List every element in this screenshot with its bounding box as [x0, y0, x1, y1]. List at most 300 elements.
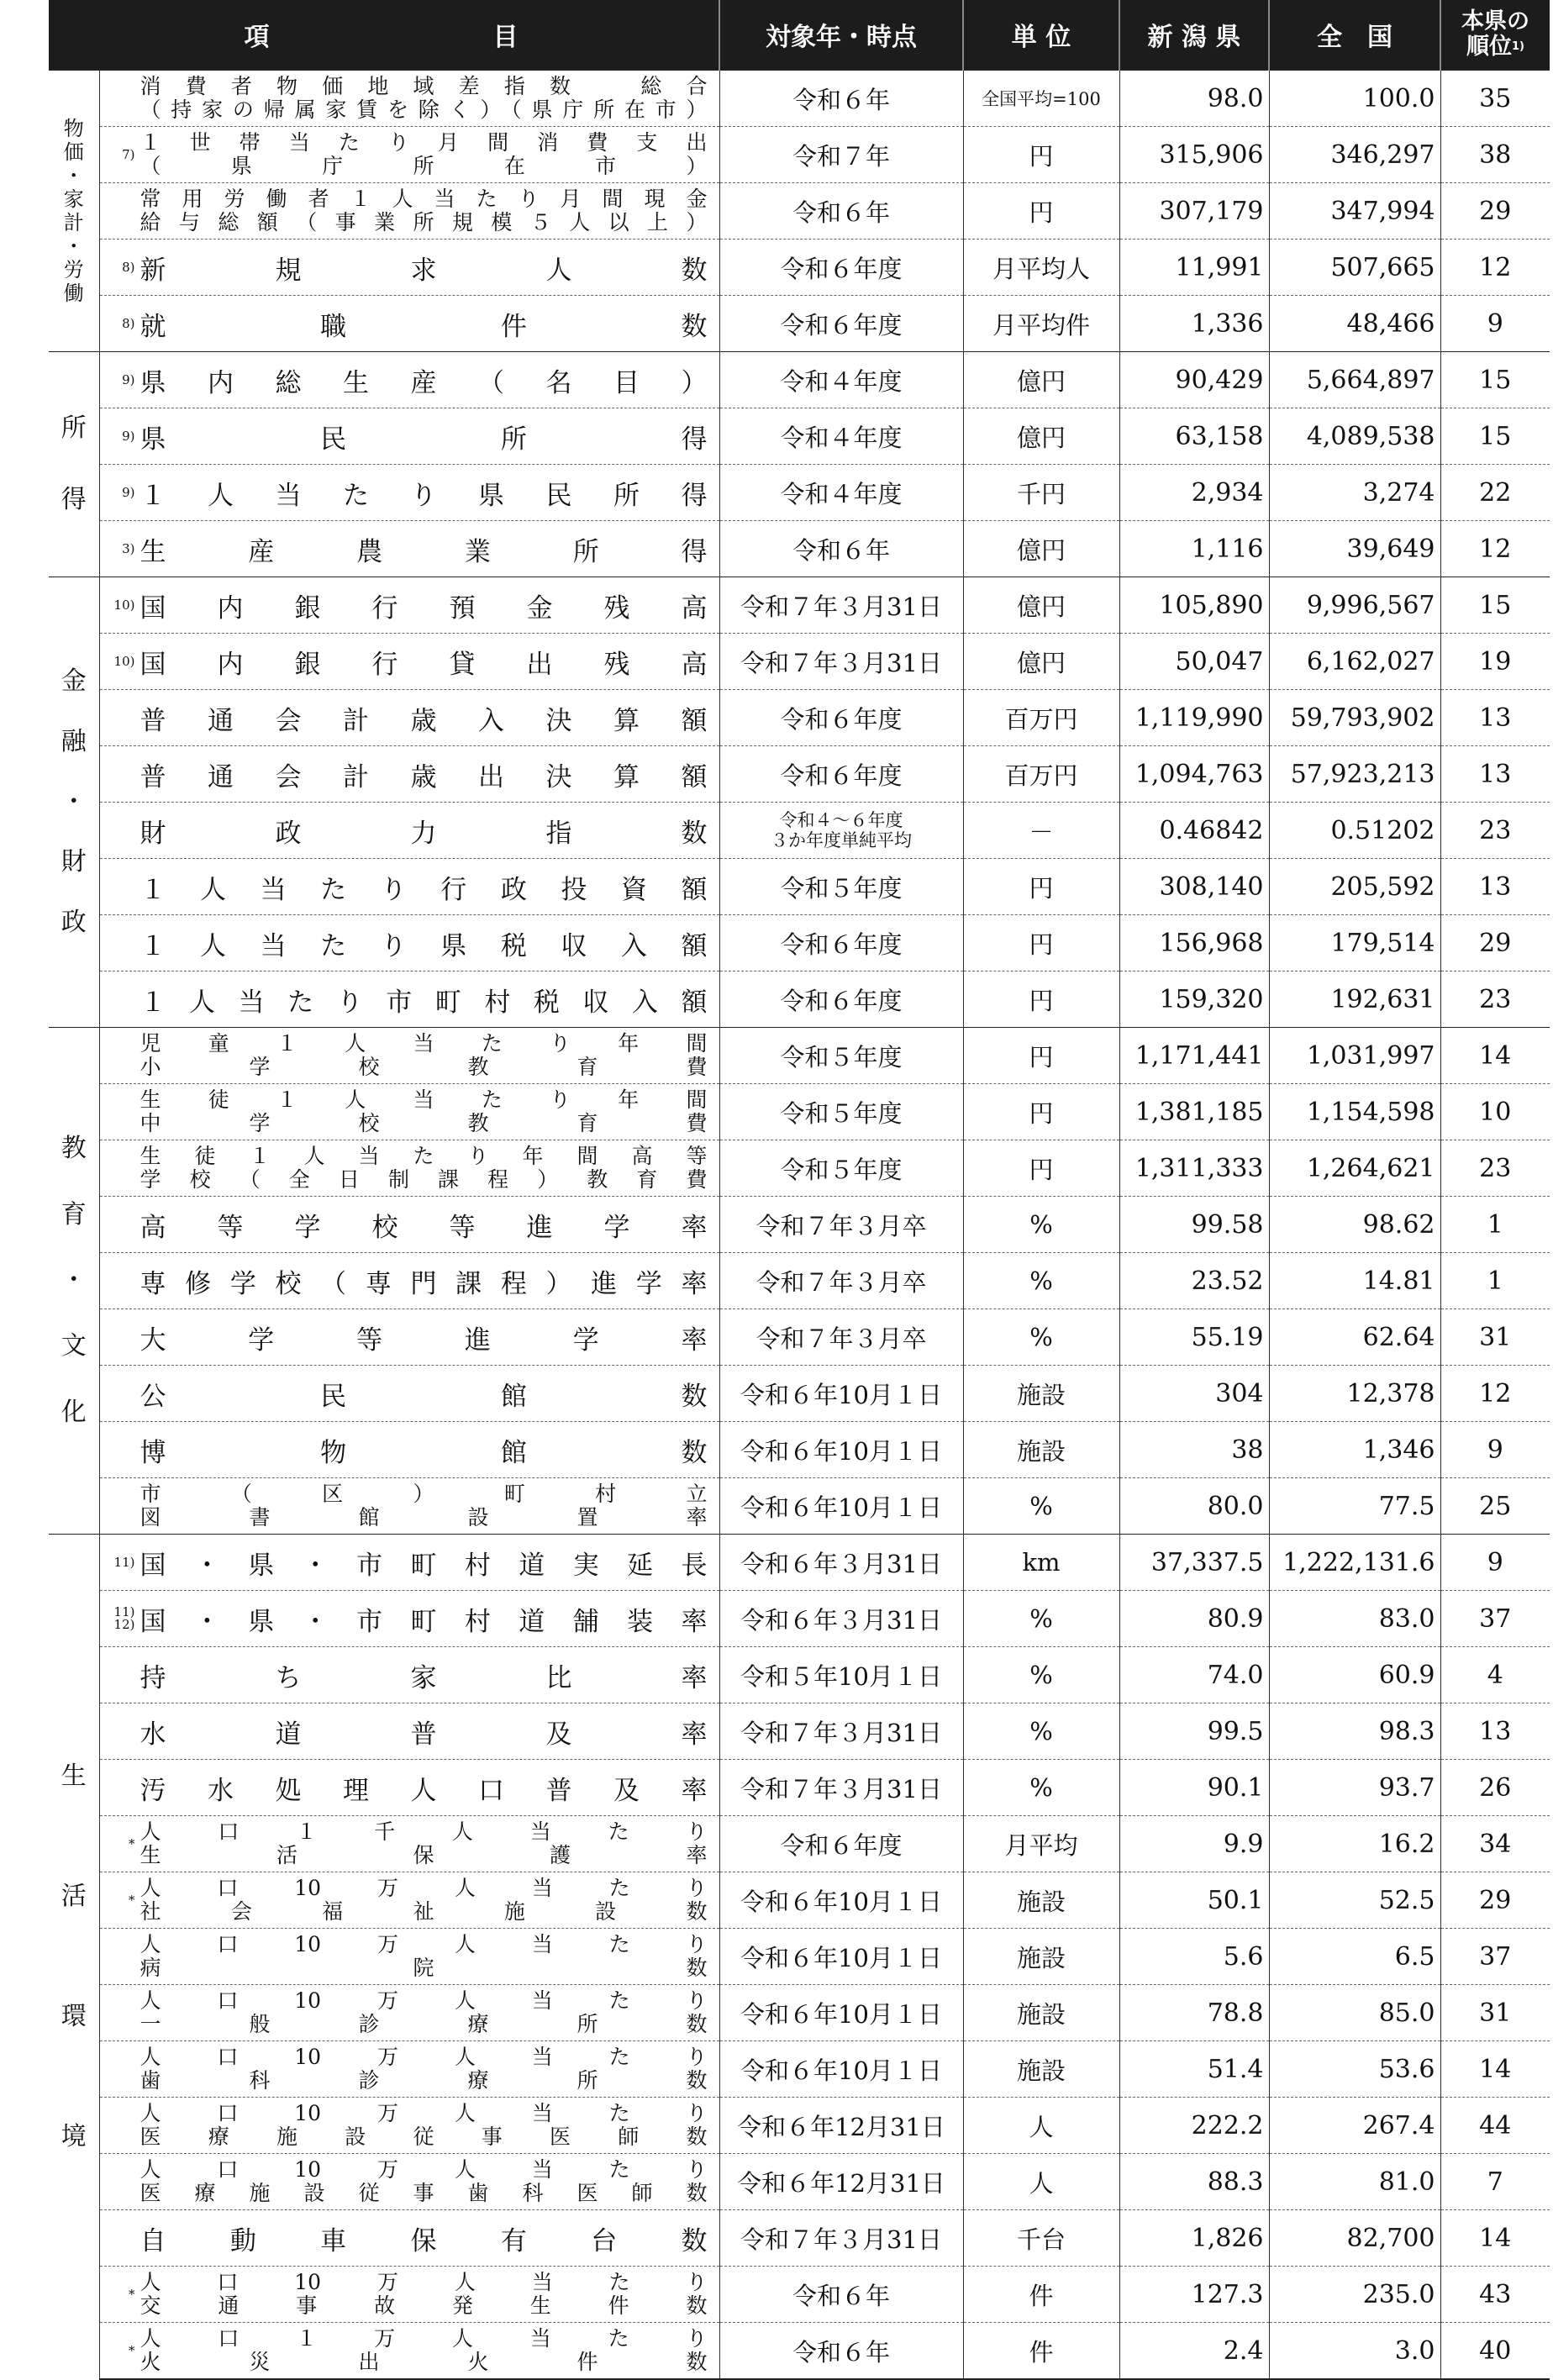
- rank-cell: 35: [1440, 70, 1550, 127]
- item-label: １人当たり県民所得: [140, 480, 708, 511]
- rank-cell: 13: [1440, 690, 1550, 746]
- item-cell: [99, 1872, 719, 1929]
- header-item: 項 目: [49, 0, 719, 70]
- rank-cell: 38: [1440, 127, 1550, 183]
- table-row: [49, 746, 1550, 803]
- niigata-value-cell: 80.9: [1119, 1591, 1269, 1647]
- period-cell: 令和６年度: [719, 690, 963, 746]
- table-row: [49, 2267, 1550, 2323]
- period-line: 令和４～６年度: [779, 810, 903, 830]
- niigata-value-cell: 1,311,333: [1119, 1140, 1269, 1197]
- national-value-cell: 1,031,997: [1269, 1028, 1440, 1084]
- item-label-line: 給与総額（事業所規模５人以上）: [140, 211, 708, 234]
- table-row: [49, 1872, 1550, 1929]
- unit-cell: %: [963, 1703, 1119, 1760]
- item-cell: [99, 127, 719, 183]
- period-cell: 令和５年10月１日: [719, 1647, 963, 1703]
- unit-cell: 施設: [963, 1422, 1119, 1478]
- item-cell: [99, 690, 719, 746]
- item-label: 国・県・市町村道実延長: [140, 1550, 708, 1581]
- rank-cell: 12: [1440, 240, 1550, 296]
- item-label-line: 人口10万人当たり: [140, 1877, 708, 1900]
- unit-cell: 施設: [963, 1366, 1119, 1422]
- period-cell: 令和６年: [719, 70, 963, 127]
- item-cell: [99, 1309, 719, 1366]
- item-label-line: （持家の帰属家賃を除く）（県庁所在市）: [140, 98, 708, 122]
- unit-cell: 円: [963, 1084, 1119, 1140]
- period-cell: 令和７年３月卒: [719, 1253, 963, 1309]
- table-row: [49, 1760, 1550, 1816]
- national-value-cell: 57,923,213: [1269, 746, 1440, 803]
- item-note: *: [129, 2286, 135, 2302]
- item-label: 生産農業所得: [140, 536, 708, 567]
- table-row: [49, 127, 1550, 183]
- item-cell: [99, 240, 719, 296]
- item-cell: [99, 1816, 719, 1872]
- category-char: 所: [61, 413, 87, 443]
- item-cell: [99, 2154, 719, 2210]
- period-cell: 令和６年10月１日: [719, 1985, 963, 2041]
- niigata-value-cell: 1,381,185: [1119, 1084, 1269, 1140]
- category-char: 文: [61, 1331, 87, 1361]
- item-cell: [99, 183, 719, 240]
- period-cell: 令和６年３月31日: [719, 1535, 963, 1591]
- niigata-value-cell: 1,171,441: [1119, 1028, 1269, 1084]
- national-value-cell: 205,592: [1269, 859, 1440, 915]
- unit-cell: 千円: [963, 465, 1119, 521]
- rank-cell: 14: [1440, 2041, 1550, 2098]
- item-note: 11): [113, 1554, 135, 1570]
- item-cell: [99, 1028, 719, 1084]
- unit-cell: %: [963, 1253, 1119, 1309]
- national-value-cell: 14.81: [1269, 1253, 1440, 1309]
- category-char: 計: [63, 211, 84, 234]
- item-note: 7): [122, 146, 135, 162]
- unit-cell: 月平均件: [963, 296, 1119, 352]
- national-value-cell: 52.5: [1269, 1872, 1440, 1929]
- unit-cell: 施設: [963, 1872, 1119, 1929]
- item-label: １人当たり行政投資額: [140, 874, 708, 905]
- unit-cell: 億円: [963, 352, 1119, 408]
- table-row: [49, 240, 1550, 296]
- item-label: 就職件数: [140, 311, 708, 342]
- table-row: [49, 1816, 1550, 1872]
- item-label: 大学等進学率: [140, 1324, 708, 1356]
- niigata-value-cell: 1,094,763: [1119, 746, 1269, 803]
- item-label-line: 歯科診療所数: [140, 2069, 708, 2093]
- rank-cell: 7: [1440, 2154, 1550, 2210]
- national-value-cell: 53.6: [1269, 2041, 1440, 2098]
- table-row: [49, 1422, 1550, 1478]
- category-char: 生: [61, 1761, 87, 1792]
- rank-cell: 13: [1440, 1703, 1550, 1760]
- rank-cell: 1: [1440, 1197, 1550, 1253]
- national-value-cell: 3,274: [1269, 465, 1440, 521]
- category-char: ・: [61, 787, 87, 817]
- item-label-line: 児童１人当たり年間: [140, 1032, 708, 1056]
- item-note: 11) 12): [113, 1604, 135, 1632]
- period-cell: 令和７年３月卒: [719, 1309, 963, 1366]
- header-period: 対象年・時点: [719, 0, 963, 70]
- national-value-cell: 0.51202: [1269, 803, 1440, 859]
- table-row: [49, 971, 1550, 1028]
- unit-cell: 月平均人: [963, 240, 1119, 296]
- national-value-cell: 98.62: [1269, 1197, 1440, 1253]
- rank-cell: 40: [1440, 2323, 1550, 2380]
- item-cell: [99, 915, 719, 971]
- niigata-value-cell: 51.4: [1119, 2041, 1269, 2098]
- table-row: [49, 859, 1550, 915]
- table-row: [49, 1197, 1550, 1253]
- item-cell: [99, 1535, 719, 1591]
- table-row: [49, 915, 1550, 971]
- niigata-value-cell: 9.9: [1119, 1816, 1269, 1872]
- national-value-cell: 93.7: [1269, 1760, 1440, 1816]
- rank-cell: 9: [1440, 1422, 1550, 1478]
- rank-cell: 13: [1440, 859, 1550, 915]
- national-value-cell: 235.0: [1269, 2267, 1440, 2323]
- national-value-cell: 59,793,902: [1269, 690, 1440, 746]
- niigata-value-cell: 156,968: [1119, 915, 1269, 971]
- category-char: 労: [63, 258, 84, 282]
- table-row: [49, 1253, 1550, 1309]
- rank-cell: 29: [1440, 1872, 1550, 1929]
- rank-cell: 13: [1440, 746, 1550, 803]
- item-label: 県内総生産（名目）: [140, 367, 708, 398]
- unit-cell: 円: [963, 859, 1119, 915]
- period-cell: 令和６年10月１日: [719, 1366, 963, 1422]
- unit-cell: 人: [963, 2098, 1119, 2154]
- item-label-line: （ 県 庁 所 在 市 ）: [140, 155, 708, 178]
- niigata-value-cell: 90,429: [1119, 352, 1269, 408]
- national-value-cell: 179,514: [1269, 915, 1440, 971]
- niigata-value-cell: 222.2: [1119, 2098, 1269, 2154]
- table-row: [49, 1140, 1550, 1197]
- niigata-value-cell: 50,047: [1119, 634, 1269, 690]
- item-label-line: 人口10万人当たり: [140, 1989, 708, 2013]
- national-value-cell: 192,631: [1269, 971, 1440, 1028]
- niigata-value-cell: 105,890: [1119, 577, 1269, 634]
- table-row: [49, 1591, 1550, 1647]
- item-label-line: 市（区）町村立: [140, 1482, 708, 1506]
- item-label: 財政力指数: [140, 818, 708, 849]
- unit-cell: 円: [963, 915, 1119, 971]
- item-cell: [99, 577, 719, 634]
- rank-cell: 12: [1440, 1366, 1550, 1422]
- niigata-value-cell: 99.5: [1119, 1703, 1269, 1760]
- rank-cell: 37: [1440, 1929, 1550, 1985]
- statistics-table: [49, 0, 1550, 2380]
- niigata-value-cell: 63,158: [1119, 408, 1269, 465]
- rank-cell: 14: [1440, 2210, 1550, 2267]
- item-label: 自動車保有台数: [140, 2225, 708, 2256]
- item-cell: [99, 352, 719, 408]
- niigata-value-cell: 37,337.5: [1119, 1535, 1269, 1591]
- item-label: 普通会計歳出決算額: [140, 761, 708, 792]
- period-cell: 令和６年: [719, 2323, 963, 2380]
- item-label-line: 人口10万人当たり: [140, 2046, 708, 2069]
- item-label: 水道普及率: [140, 1719, 708, 1750]
- item-cell: [99, 1591, 719, 1647]
- unit-cell: 円: [963, 127, 1119, 183]
- table-row: [49, 183, 1550, 240]
- national-value-cell: 3.0: [1269, 2323, 1440, 2380]
- niigata-value-cell: 308,140: [1119, 859, 1269, 915]
- unit-cell: 億円: [963, 521, 1119, 577]
- category-char: 価: [63, 140, 84, 164]
- item-note: *: [129, 1835, 135, 1851]
- period-cell: 令和６年12月31日: [719, 2098, 963, 2154]
- niigata-value-cell: 5.6: [1119, 1929, 1269, 1985]
- table-row: [49, 1478, 1550, 1535]
- item-label-line: 交通事故発生件数: [140, 2294, 708, 2318]
- table-row: [49, 1084, 1550, 1140]
- table-row: [49, 408, 1550, 465]
- item-label-line: １世帯当たり月間消費支出: [140, 131, 708, 155]
- rank-cell: 29: [1440, 183, 1550, 240]
- item-label-line: 小学校教育費: [140, 1056, 708, 1079]
- rank-cell: 23: [1440, 971, 1550, 1028]
- item-cell: [99, 296, 719, 352]
- table-row: [49, 1985, 1550, 2041]
- item-label: 新規求人数: [140, 255, 708, 286]
- item-cell: [99, 1478, 719, 1535]
- niigata-value-cell: 2.4: [1119, 2323, 1269, 2380]
- category-char: 融: [61, 726, 87, 756]
- item-cell: [99, 634, 719, 690]
- header-row: [49, 0, 1550, 70]
- item-label-line: 図書館設置率: [140, 1506, 708, 1530]
- category-char: 政: [61, 908, 87, 938]
- item-label: 県民所得: [140, 424, 708, 455]
- table-row: [49, 521, 1550, 577]
- category-char: 家: [63, 187, 84, 211]
- table-row: [49, 1366, 1550, 1422]
- unit-cell: 百万円: [963, 690, 1119, 746]
- rank-cell: 19: [1440, 634, 1550, 690]
- rank-cell: 12: [1440, 521, 1550, 577]
- item-label: 国内銀行貸出残高: [140, 649, 708, 680]
- unit-cell: %: [963, 1309, 1119, 1366]
- unit-cell: 全国平均=100: [963, 70, 1119, 127]
- unit-cell: 億円: [963, 408, 1119, 465]
- niigata-value-cell: 74.0: [1119, 1647, 1269, 1703]
- national-value-cell: 6,162,027: [1269, 634, 1440, 690]
- category-label: [49, 352, 99, 577]
- period-cell: 令和７年３月31日: [719, 1760, 963, 1816]
- period-cell: 令和６年10月１日: [719, 2041, 963, 2098]
- item-label: 高等学校等進学率: [140, 1212, 708, 1243]
- item-note: 10): [113, 597, 135, 613]
- period-cell: 令和６年12月31日: [719, 2154, 963, 2210]
- niigata-value-cell: 307,179: [1119, 183, 1269, 240]
- national-value-cell: 507,665: [1269, 240, 1440, 296]
- category-char: ・: [61, 1266, 87, 1295]
- rank-cell: 29: [1440, 915, 1550, 971]
- niigata-value-cell: 1,119,990: [1119, 690, 1269, 746]
- unit-cell: %: [963, 1478, 1119, 1535]
- category-char: 環: [61, 2001, 87, 2031]
- item-note: *: [129, 1892, 135, 1908]
- unit-cell: 円: [963, 971, 1119, 1028]
- category-label: [49, 577, 99, 1028]
- rank-cell: 14: [1440, 1028, 1550, 1084]
- table-row: [49, 1028, 1550, 1084]
- table-row: [49, 70, 1550, 127]
- niigata-value-cell: 23.52: [1119, 1253, 1269, 1309]
- period-cell: 令和４年度: [719, 408, 963, 465]
- item-label: 公民館数: [140, 1381, 708, 1412]
- niigata-value-cell: 2,934: [1119, 465, 1269, 521]
- national-value-cell: 1,222,131.6: [1269, 1535, 1440, 1591]
- category-char: 化: [61, 1397, 87, 1427]
- category-char: 物: [63, 117, 84, 140]
- period-cell: 令和６年10月１日: [719, 1478, 963, 1535]
- item-label-line: 生徒１人当たり年間高等: [140, 1145, 708, 1168]
- national-value-cell: 39,649: [1269, 521, 1440, 577]
- national-value-cell: 82,700: [1269, 2210, 1440, 2267]
- item-label: 博物館数: [140, 1437, 708, 1468]
- period-cell: 令和６年３月31日: [719, 1591, 963, 1647]
- unit-cell: 億円: [963, 577, 1119, 634]
- item-note: *: [129, 2342, 135, 2358]
- category-char: 教: [61, 1134, 87, 1164]
- category-char: 得: [61, 485, 87, 514]
- national-value-cell: 12,378: [1269, 1366, 1440, 1422]
- item-label: 普通会計歳入決算額: [140, 705, 708, 736]
- item-label-line: 人口10万人当たり: [140, 2158, 708, 2182]
- unit-cell: %: [963, 1591, 1119, 1647]
- period-cell: 令和７年３月31日: [719, 634, 963, 690]
- category-char: 金: [61, 666, 87, 696]
- category-char: 境: [61, 2121, 87, 2151]
- item-cell: [99, 859, 719, 915]
- item-label-line: 社会福祉施設数: [140, 1900, 708, 1924]
- niigata-value-cell: 99.58: [1119, 1197, 1269, 1253]
- table-row: [49, 2041, 1550, 2098]
- national-value-cell: 346,297: [1269, 127, 1440, 183]
- item-label: １人当たり県税収入額: [140, 930, 708, 961]
- unit-cell: 月平均: [963, 1816, 1119, 1872]
- rank-cell: 23: [1440, 803, 1550, 859]
- niigata-value-cell: 1,116: [1119, 521, 1269, 577]
- period-cell: 令和６年度: [719, 240, 963, 296]
- rank-cell: 31: [1440, 1985, 1550, 2041]
- unit-cell: －: [963, 803, 1119, 859]
- table-row: [49, 1703, 1550, 1760]
- national-value-cell: 267.4: [1269, 2098, 1440, 2154]
- table-row: [49, 2098, 1550, 2154]
- category-char: 育: [61, 1199, 87, 1229]
- national-value-cell: 62.64: [1269, 1309, 1440, 1366]
- period-cell: 令和６年: [719, 521, 963, 577]
- category-char: ・: [63, 234, 84, 258]
- national-value-cell: 100.0: [1269, 70, 1440, 127]
- rank-cell: 34: [1440, 1816, 1550, 1872]
- table-row: [49, 2323, 1550, 2380]
- item-cell: [99, 746, 719, 803]
- item-label-line: 学校（全日制課程）教育費: [140, 1168, 708, 1192]
- table-row: [49, 296, 1550, 352]
- item-cell: [99, 971, 719, 1028]
- unit-cell: 人: [963, 2154, 1119, 2210]
- header-unit: 単 位: [963, 0, 1119, 70]
- item-note: 9): [122, 484, 135, 500]
- unit-cell: %: [963, 1760, 1119, 1816]
- item-label-line: 人口１万人当たり: [140, 2327, 708, 2351]
- period-cell: 令和６年10月１日: [719, 1929, 963, 1985]
- period-cell: 令和７年３月卒: [719, 1197, 963, 1253]
- niigata-value-cell: 55.19: [1119, 1309, 1269, 1366]
- rank-cell: 1: [1440, 1253, 1550, 1309]
- rank-cell: 10: [1440, 1084, 1550, 1140]
- category-label: [49, 1028, 99, 1535]
- niigata-value-cell: 11,991: [1119, 240, 1269, 296]
- table-row: [49, 1647, 1550, 1703]
- table-row: [49, 634, 1550, 690]
- national-value-cell: 98.3: [1269, 1703, 1440, 1760]
- national-value-cell: 6.5: [1269, 1929, 1440, 1985]
- item-label-line: 人口10万人当たり: [140, 2102, 708, 2125]
- unit-cell: %: [963, 1197, 1119, 1253]
- period-cell: 令和６年: [719, 2267, 963, 2323]
- period-cell: 令和４年度: [719, 352, 963, 408]
- item-cell: [99, 1197, 719, 1253]
- national-value-cell: 1,264,621: [1269, 1140, 1440, 1197]
- item-label-line: 常用労働者１人当たり月間現金: [140, 187, 708, 211]
- rank-cell: 9: [1440, 296, 1550, 352]
- niigata-value-cell: 78.8: [1119, 1985, 1269, 2041]
- rank-cell: 15: [1440, 408, 1550, 465]
- unit-cell: km: [963, 1535, 1119, 1591]
- item-cell: [99, 803, 719, 859]
- period-cell: 令和６年度: [719, 1816, 963, 1872]
- rank-cell: 31: [1440, 1309, 1550, 1366]
- period-cell: 令和７年３月31日: [719, 2210, 963, 2267]
- item-cell: [99, 1703, 719, 1760]
- rank-cell: 25: [1440, 1478, 1550, 1535]
- period-cell: 令和７年３月31日: [719, 1703, 963, 1760]
- category-label: [49, 1535, 99, 2380]
- item-label-line: 病院数: [140, 1956, 708, 1980]
- national-value-cell: 60.9: [1269, 1647, 1440, 1703]
- national-value-cell: 16.2: [1269, 1816, 1440, 1872]
- table-row: [49, 465, 1550, 521]
- national-value-cell: 77.5: [1269, 1478, 1440, 1535]
- rank-cell: 4: [1440, 1647, 1550, 1703]
- item-cell: [99, 1985, 719, 2041]
- item-cell: [99, 70, 719, 127]
- period-cell: 令和６年度: [719, 971, 963, 1028]
- header-rank: 本県の 順位1): [1440, 0, 1550, 70]
- national-value-cell: 1,346: [1269, 1422, 1440, 1478]
- niigata-value-cell: 159,320: [1119, 971, 1269, 1028]
- table-row: [49, 2210, 1550, 2267]
- rank-cell: 44: [1440, 2098, 1550, 2154]
- niigata-value-cell: 88.3: [1119, 2154, 1269, 2210]
- table-row: [49, 2154, 1550, 2210]
- table-row: [49, 577, 1550, 634]
- item-label: 汚水処理人口普及率: [140, 1775, 708, 1806]
- niigata-value-cell: 304: [1119, 1366, 1269, 1422]
- period-cell: 令和５年度: [719, 1084, 963, 1140]
- unit-cell: 円: [963, 1140, 1119, 1197]
- table-row: [49, 352, 1550, 408]
- item-label-line: 中学校教育費: [140, 1112, 708, 1135]
- item-label: 国・県・市町村道舗装率: [140, 1606, 708, 1637]
- national-value-cell: 347,994: [1269, 183, 1440, 240]
- rank-cell: 15: [1440, 577, 1550, 634]
